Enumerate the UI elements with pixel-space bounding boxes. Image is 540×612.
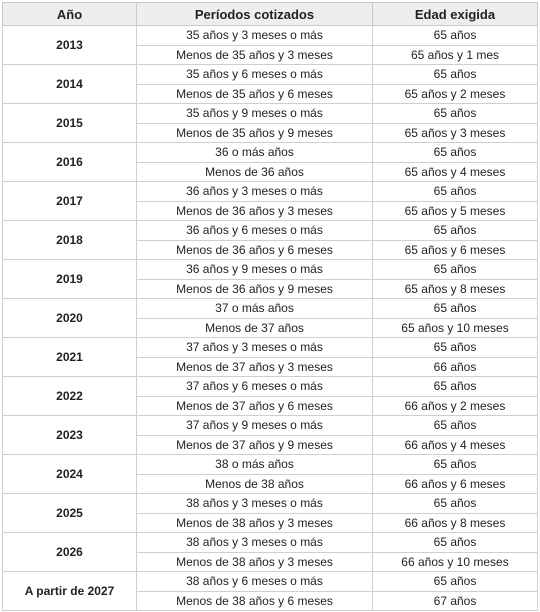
- contribution-period-cell: 36 años y 3 meses o más: [137, 182, 373, 202]
- contribution-period-cell: Menos de 36 años y 9 meses: [137, 279, 373, 299]
- required-age-cell: 65 años: [373, 338, 538, 358]
- required-age-cell: 66 años y 10 meses: [373, 552, 538, 572]
- contribution-period-cell: 35 años y 9 meses o más: [137, 104, 373, 124]
- required-age-cell: 65 años: [373, 182, 538, 202]
- contribution-period-cell: 37 años y 3 meses o más: [137, 338, 373, 358]
- contribution-period-cell: 38 años y 6 meses o más: [137, 572, 373, 592]
- header-year: Año: [3, 3, 137, 26]
- required-age-cell: 65 años y 8 meses: [373, 279, 538, 299]
- contribution-period-cell: 38 o más años: [137, 455, 373, 475]
- header-contribution-periods: Períodos cotizados: [137, 3, 373, 26]
- year-cell: 2018: [3, 221, 137, 260]
- contribution-period-cell: 38 años y 3 meses o más: [137, 533, 373, 553]
- table-row: [3, 104, 538, 124]
- table-row: [3, 494, 538, 514]
- contribution-period-cell: 35 años y 3 meses o más: [137, 26, 373, 46]
- year-cell: 2024: [3, 455, 137, 494]
- required-age-cell: 67 años: [373, 591, 538, 611]
- header-required-age: Edad exigida: [373, 3, 538, 26]
- table-row: [3, 377, 538, 397]
- table-row: [3, 533, 538, 553]
- required-age-cell: 65 años: [373, 65, 538, 85]
- required-age-cell: 65 años y 10 meses: [373, 318, 538, 338]
- required-age-cell: 66 años y 8 meses: [373, 513, 538, 533]
- year-cell: 2014: [3, 65, 137, 104]
- contribution-period-cell: Menos de 38 años y 3 meses: [137, 552, 373, 572]
- contribution-period-cell: 35 años y 6 meses o más: [137, 65, 373, 85]
- year-cell: 2015: [3, 104, 137, 143]
- required-age-cell: 65 años: [373, 104, 538, 124]
- contribution-period-cell: Menos de 36 años y 6 meses: [137, 240, 373, 260]
- required-age-cell: 65 años: [373, 416, 538, 436]
- contribution-period-cell: Menos de 36 años y 3 meses: [137, 201, 373, 221]
- required-age-cell: 65 años: [373, 26, 538, 46]
- header-row: [3, 3, 538, 26]
- table-row: [3, 338, 538, 358]
- table-row: [3, 455, 538, 475]
- contribution-period-cell: 36 años y 9 meses o más: [137, 260, 373, 280]
- contribution-period-cell: 37 años y 6 meses o más: [137, 377, 373, 397]
- required-age-cell: 65 años y 5 meses: [373, 201, 538, 221]
- table-row: [3, 299, 538, 319]
- required-age-cell: 65 años: [373, 143, 538, 163]
- required-age-cell: 65 años: [373, 377, 538, 397]
- required-age-cell: 65 años: [373, 494, 538, 514]
- year-cell: 2017: [3, 182, 137, 221]
- required-age-cell: 65 años y 6 meses: [373, 240, 538, 260]
- table-row: [3, 416, 538, 436]
- contribution-period-cell: Menos de 35 años y 3 meses: [137, 45, 373, 65]
- table-body: [3, 26, 538, 611]
- year-cell: 2023: [3, 416, 137, 455]
- retirement-age-table: [2, 2, 538, 611]
- required-age-cell: 65 años: [373, 299, 538, 319]
- year-cell: 2019: [3, 260, 137, 299]
- required-age-cell: 65 años: [373, 221, 538, 241]
- contribution-period-cell: Menos de 38 años y 3 meses: [137, 513, 373, 533]
- contribution-period-cell: Menos de 35 años y 9 meses: [137, 123, 373, 143]
- required-age-cell: 66 años: [373, 357, 538, 377]
- table-row: [3, 143, 538, 163]
- retirement-age-table-container: [2, 2, 537, 611]
- contribution-period-cell: 37 años y 9 meses o más: [137, 416, 373, 436]
- year-cell: 2025: [3, 494, 137, 533]
- table-row: [3, 182, 538, 202]
- contribution-period-cell: Menos de 38 años y 6 meses: [137, 591, 373, 611]
- required-age-cell: 65 años: [373, 572, 538, 592]
- table-row: [3, 260, 538, 280]
- contribution-period-cell: 36 años y 6 meses o más: [137, 221, 373, 241]
- required-age-cell: 65 años: [373, 260, 538, 280]
- contribution-period-cell: Menos de 38 años: [137, 474, 373, 494]
- contribution-period-cell: 38 años y 3 meses o más: [137, 494, 373, 514]
- year-cell: 2013: [3, 26, 137, 65]
- table-row: [3, 572, 538, 592]
- table-row: [3, 221, 538, 241]
- year-cell: A partir de 2027: [3, 572, 137, 611]
- required-age-cell: 66 años y 4 meses: [373, 435, 538, 455]
- required-age-cell: 65 años y 3 meses: [373, 123, 538, 143]
- required-age-cell: 65 años y 4 meses: [373, 162, 538, 182]
- table-header: [3, 3, 538, 26]
- contribution-period-cell: Menos de 37 años y 3 meses: [137, 357, 373, 377]
- required-age-cell: 65 años y 1 mes: [373, 45, 538, 65]
- year-cell: 2021: [3, 338, 137, 377]
- year-cell: 2020: [3, 299, 137, 338]
- year-cell: 2026: [3, 533, 137, 572]
- contribution-period-cell: 37 o más años: [137, 299, 373, 319]
- contribution-period-cell: Menos de 35 años y 6 meses: [137, 84, 373, 104]
- required-age-cell: 66 años y 2 meses: [373, 396, 538, 416]
- contribution-period-cell: Menos de 37 años y 6 meses: [137, 396, 373, 416]
- required-age-cell: 65 años: [373, 455, 538, 475]
- required-age-cell: 65 años y 2 meses: [373, 84, 538, 104]
- contribution-period-cell: Menos de 37 años y 9 meses: [137, 435, 373, 455]
- table-row: [3, 65, 538, 85]
- year-cell: 2016: [3, 143, 137, 182]
- contribution-period-cell: Menos de 37 años: [137, 318, 373, 338]
- table-row: [3, 26, 538, 46]
- contribution-period-cell: Menos de 36 años: [137, 162, 373, 182]
- contribution-period-cell: 36 o más años: [137, 143, 373, 163]
- year-cell: 2022: [3, 377, 137, 416]
- required-age-cell: 66 años y 6 meses: [373, 474, 538, 494]
- required-age-cell: 65 años: [373, 533, 538, 553]
